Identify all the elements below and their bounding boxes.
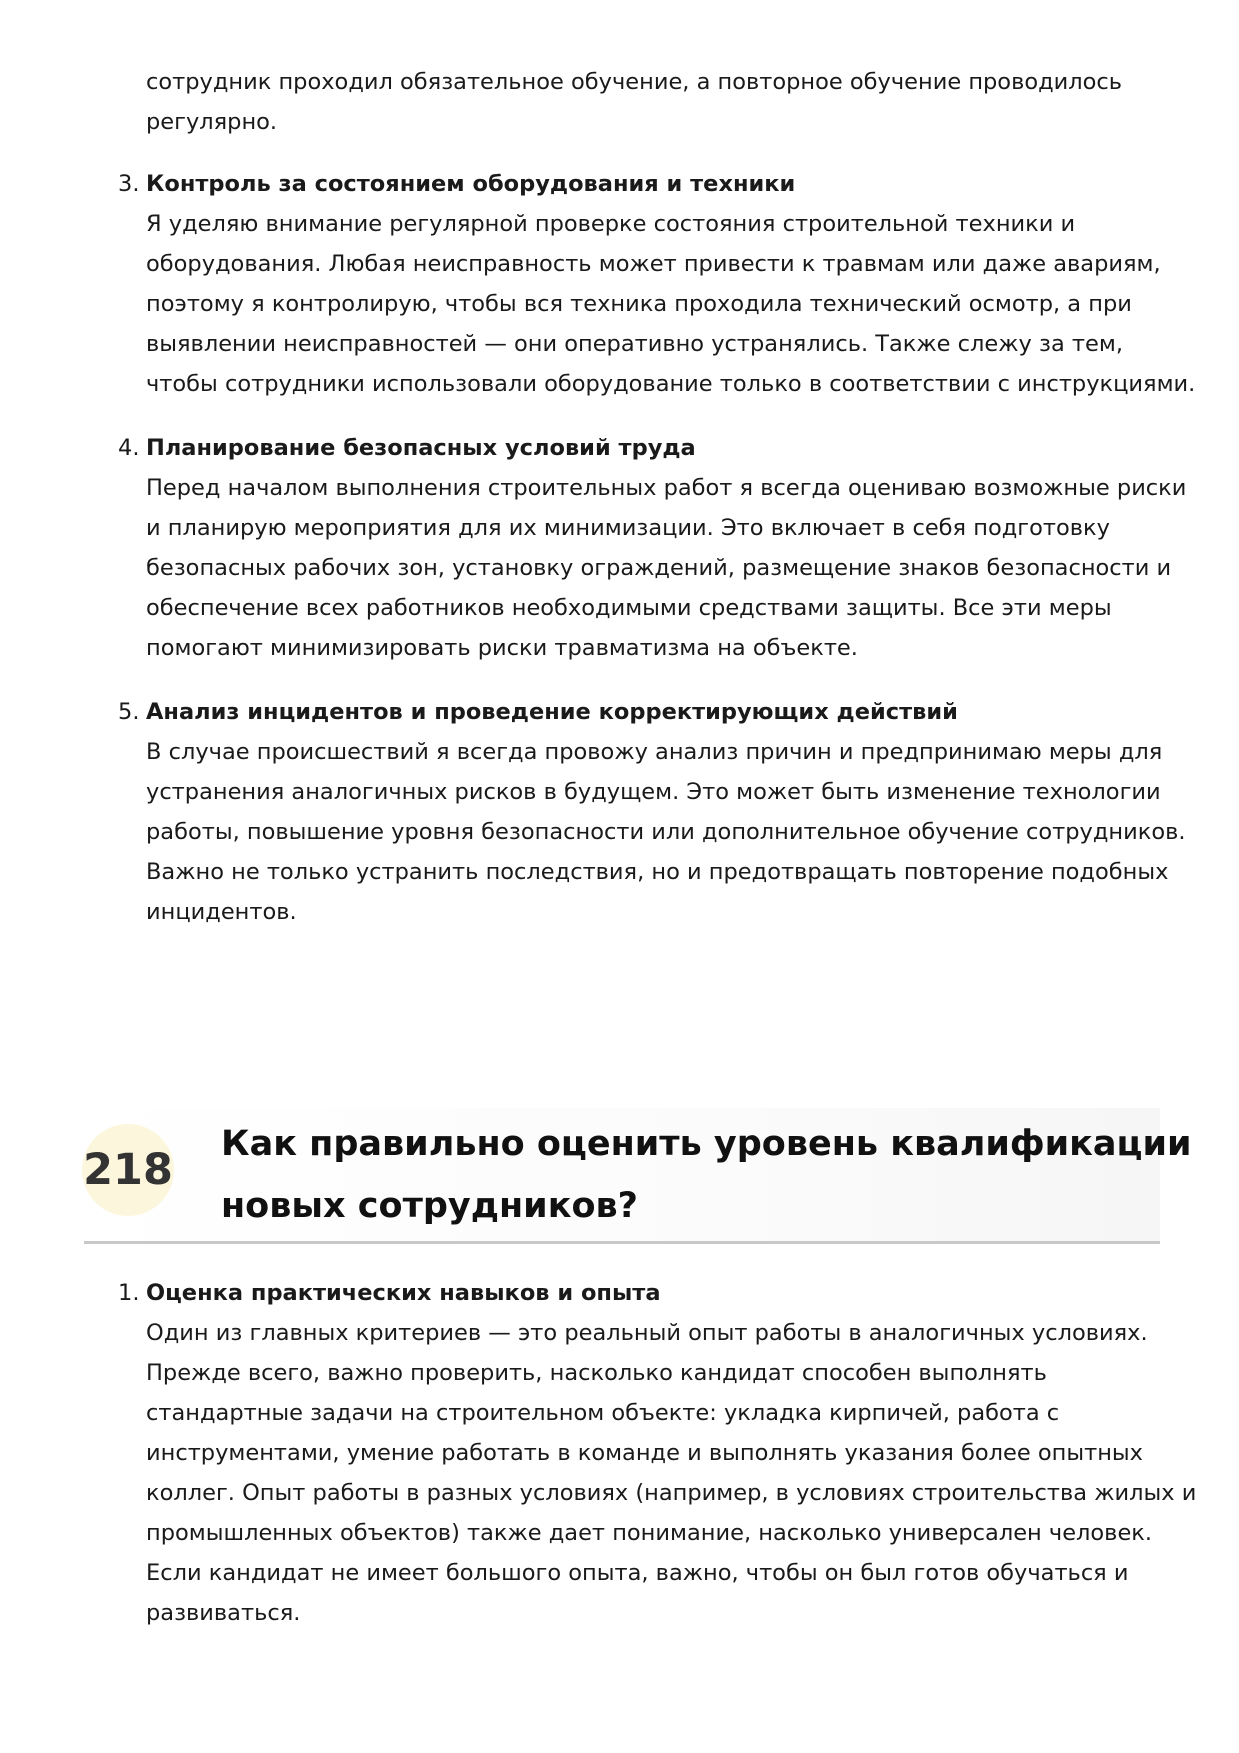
list-item-number: 5. [118, 699, 140, 725]
text-line: Один из главных критериев — это реальный опыт работы в аналогичных условиях. [146, 1320, 1148, 1346]
text-line: инцидентов. [146, 899, 297, 925]
list-item-heading [118, 1273, 1166, 1313]
list-item-5 [118, 692, 1186, 932]
list-item-3 [118, 164, 1196, 404]
list-item-body [146, 732, 1186, 932]
question-divider [84, 1241, 1160, 1244]
question-title-line: Как правильно оценить уровень квалификации [221, 1124, 1192, 1164]
list-item-title: Планирование безопасных условий труда [146, 435, 696, 461]
text-line: коллег. Опыт работы в разных условиях (например, в условиях строительства жилых и [146, 1480, 1197, 1506]
text-line: регулярно. [146, 109, 278, 135]
list-item-heading [118, 428, 1166, 468]
text-line: устранения аналогичных рисков в будущем. Это может быть изменение технологии [146, 779, 1161, 805]
text-line: помогают минимизировать риски травматизма на объекте. [146, 635, 858, 661]
question-title [221, 1113, 1192, 1237]
question-number-badge: 218 [82, 1124, 174, 1216]
question-title-line: новых сотрудников? [221, 1186, 638, 1226]
text-line: обеспечение всех работников необходимыми средствами защиты. Все эти меры [146, 595, 1112, 621]
text-line: Я уделяю внимание регулярной проверке состояния строительной техники и [146, 211, 1076, 237]
list-item-title: Оценка практических навыков и опыта [146, 1280, 661, 1306]
text-line: Если кандидат не имеет большого опыта, важно, чтобы он был готов обучаться и [146, 1560, 1129, 1586]
text-line: Прежде всего, важно проверить, насколько кандидат способен выполнять [146, 1360, 1047, 1386]
text-line: и планирую мероприятия для их минимизации. Это включает в себя подготовку [146, 515, 1110, 541]
list-item-heading [118, 692, 1166, 732]
list-item-body [146, 204, 1196, 404]
list-item-number: 3. [118, 171, 140, 197]
text-line: развиваться. [146, 1600, 301, 1626]
text-line: стандартные задачи на строительном объекте: укладка кирпичей, работа с [146, 1400, 1060, 1426]
text-line: чтобы сотрудники использовали оборудование только в соответствии с инструкциями. [146, 371, 1196, 397]
list-item-heading [118, 164, 1166, 204]
list-item-title: Контроль за состоянием оборудования и техники [146, 171, 796, 197]
text-line: Важно не только устранить последствия, но и предотвращать повторение подобных [146, 859, 1169, 885]
text-line: В случае происшествий я всегда провожу анализ причин и предпринимаю меры для [146, 739, 1163, 765]
text-line: выявлении неисправностей — они оперативно устранялись. Также слежу за тем, [146, 331, 1123, 357]
text-line: Перед началом выполнения строительных работ я всегда оцениваю возможные риски [146, 475, 1187, 501]
text-line: промышленных объектов) также дает понимание, насколько универсален человек. [146, 1520, 1153, 1546]
list-item-body [146, 1313, 1197, 1633]
text-line: оборудования. Любая неисправность может привести к травмам или даже авариям, [146, 251, 1161, 277]
text-line: инструментами, умение работать в команде и выполнять указания более опытных [146, 1440, 1143, 1466]
text-line: поэтому я контролирую, чтобы вся техника проходила технический осмотр, а при [146, 291, 1132, 317]
text-line: сотрудник проходил обязательное обучение, а повторное обучение проводилось [146, 69, 1123, 95]
list-item-number: 4. [118, 435, 140, 461]
list-item-4 [118, 428, 1187, 668]
intro-paragraph [146, 62, 1156, 142]
list-item-title: Анализ инцидентов и проведение корректирующих действий [146, 699, 958, 725]
answer-item-1 [118, 1273, 1197, 1633]
list-item-body [146, 468, 1187, 668]
list-item-number: 1. [118, 1280, 140, 1306]
text-line: безопасных рабочих зон, установку ограждений, размещение знаков безопасности и [146, 555, 1172, 581]
text-line: работы, повышение уровня безопасности или дополнительное обучение сотрудников. [146, 819, 1186, 845]
